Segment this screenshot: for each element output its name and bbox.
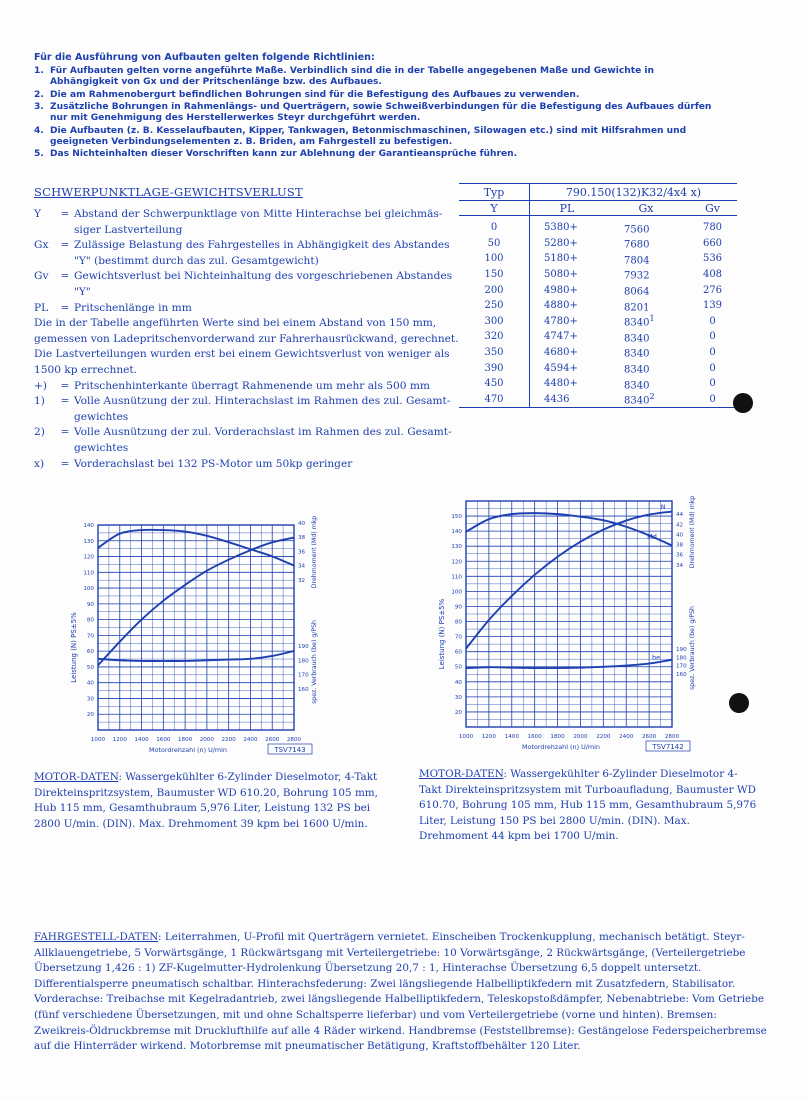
cell-y <box>459 329 530 345</box>
cell-gx <box>608 267 688 283</box>
cell-footnote: 1 <box>649 314 655 324</box>
definition-row <box>34 379 459 395</box>
cell-y <box>459 360 530 376</box>
definition-text: gewichtes <box>74 410 129 423</box>
x-tick-label: 1400 <box>134 737 149 743</box>
table-row <box>459 216 737 236</box>
left-tick-label: 130 <box>451 544 462 551</box>
cell-pl-value: 5280+ <box>544 237 578 249</box>
cell-gx <box>608 216 688 236</box>
cell-pl <box>530 360 609 376</box>
cell-gv <box>688 216 737 236</box>
curve-label-be: be <box>651 653 661 662</box>
definition-symbol: Gv <box>34 270 49 283</box>
curve-label-md: Md <box>647 532 657 541</box>
definition-row <box>34 425 459 441</box>
cell-pl-value: 4436 <box>544 393 570 405</box>
definition-equals: = <box>60 270 70 283</box>
cell-pl <box>530 251 609 267</box>
left-tick-label: 40 <box>86 680 94 687</box>
cell-gx <box>608 236 688 252</box>
cell-gx <box>608 282 688 298</box>
cell-pl-value: 4480+ <box>544 378 578 390</box>
table-row <box>459 376 737 392</box>
definition-text: "Y" (bestimmt durch das zul. Gesamtgewicht) <box>74 254 319 267</box>
table-body <box>459 216 737 408</box>
cell-gv <box>688 360 737 376</box>
chart-code: TSV7142 <box>652 743 684 751</box>
left-axis-label: Leistung (N) PS±5% <box>438 598 446 670</box>
left-tick-label: 50 <box>86 664 94 671</box>
rule-number: 2. <box>34 89 44 100</box>
cell-gv-value: 660 <box>702 237 723 249</box>
motor-data-colon: : <box>118 771 122 783</box>
definition-symbol <box>34 285 56 301</box>
motor-data-colon: : <box>503 768 507 780</box>
torque-axis-label: Drehmoment (Md) mkp <box>311 515 318 589</box>
torque-tick-label: 40 <box>676 532 684 539</box>
x-tick-label: 1800 <box>550 734 565 740</box>
cell-y-value: 0 <box>490 222 498 234</box>
section-title <box>34 185 303 199</box>
cell-gv-value: 139 <box>702 300 723 312</box>
cell-pl <box>530 267 609 283</box>
x-tick-label: 1200 <box>112 737 127 743</box>
curve-label-n: N <box>660 503 666 511</box>
definition-row <box>34 457 459 473</box>
cell-y-value: 250 <box>484 300 504 312</box>
definition-equals <box>56 285 74 301</box>
definition-equals: = <box>60 239 70 252</box>
type-table <box>459 183 737 408</box>
definition-symbol: 1) <box>34 395 45 408</box>
motor-data-label: MOTOR-DATEN <box>419 768 504 780</box>
cell-pl-value: 4980+ <box>544 284 578 296</box>
torque-tick-label: 34 <box>298 563 306 570</box>
cell-gx-value: 7560 <box>624 223 650 235</box>
left-tick-label: 30 <box>86 696 94 703</box>
table-row <box>459 345 737 361</box>
cell-pl <box>530 376 609 392</box>
x-tick-label: 2000 <box>199 737 215 743</box>
definition-text: siger Lastverteilung <box>74 223 183 236</box>
definition-row <box>34 285 459 301</box>
definition-row <box>34 269 459 285</box>
col-header-pl: PL <box>530 201 609 216</box>
left-tick-label: 150 <box>451 514 462 521</box>
cell-y <box>459 376 530 392</box>
x-tick-label: 2000 <box>573 734 588 740</box>
left-tick-label: 100 <box>83 586 94 593</box>
table-row <box>459 236 737 252</box>
x-axis-label: Motordrehzahl (n) U/min <box>149 746 227 754</box>
punch-hole <box>733 393 753 413</box>
cell-gx-value: 8340 <box>624 395 650 407</box>
definition-equals <box>56 223 74 239</box>
cell-gv <box>688 329 737 345</box>
definition-symbol <box>34 223 56 239</box>
definition-text: Zulässige Belastung des Fahrgestelles in Abhängigkeit des Abstandes <box>74 239 450 252</box>
torque-tick-label: 32 <box>298 577 306 584</box>
left-tick-label: 60 <box>454 649 462 656</box>
rule-item <box>34 90 724 101</box>
consumption-axis-label: spez. Verbrauch (be) g/PSh <box>311 620 318 704</box>
consumption-tick-label: 190 <box>676 647 687 654</box>
cell-gv <box>688 298 737 314</box>
cell-pl-value: 5380+ <box>544 222 578 234</box>
cell-gx <box>608 360 688 376</box>
cell-gx-value: 8340 <box>624 317 650 329</box>
motor-data-150ps <box>419 767 759 845</box>
consumption-axis-label: spez. Verbrauch (be) g/PSh <box>689 606 696 690</box>
cell-gv-value: 0 <box>709 362 716 374</box>
x-tick-label: 2200 <box>596 734 611 740</box>
cell-gv-value: 0 <box>709 378 716 390</box>
cell-pl <box>530 282 609 298</box>
x-tick-label: 1200 <box>481 734 497 740</box>
cell-gx-value: 8064 <box>624 286 650 298</box>
left-tick-label: 80 <box>86 617 94 624</box>
cell-y-value: 300 <box>484 315 504 327</box>
chassis-data <box>34 930 772 1055</box>
x-tick-label: 2800 <box>664 734 680 740</box>
cell-pl <box>530 216 609 236</box>
col-header-gv: Gv <box>688 201 737 216</box>
cell-y-value: 350 <box>484 347 504 359</box>
consumption-tick-label: 180 <box>676 655 687 662</box>
cell-y-value: 390 <box>484 362 504 374</box>
definition-row <box>34 207 459 223</box>
rule-number: 4. <box>34 125 44 136</box>
cell-gv-value: 0 <box>709 393 716 405</box>
typ-label: Typ <box>459 184 530 201</box>
left-tick-label: 20 <box>86 712 94 719</box>
left-tick-label: 30 <box>454 694 462 701</box>
cell-gv-value: 780 <box>702 222 723 234</box>
definition-equals: = <box>60 395 70 408</box>
cell-gv <box>688 314 737 330</box>
chassis-data-colon: : <box>158 931 162 943</box>
left-axis-label: Leistung (N) PS±5% <box>70 612 78 683</box>
definition-symbol <box>34 254 56 270</box>
cell-y <box>459 267 530 283</box>
definition-text: Volle Ausnützung der zul. Vorderachslast im Rahmen des zul. Gesamt- <box>74 426 452 439</box>
cell-pl <box>530 329 609 345</box>
cell-gv-value: 0 <box>709 315 716 327</box>
rules-title: Für die Ausführung von Aufbauten gelten folgende Richtlinien: <box>34 52 375 63</box>
cell-gx <box>608 298 688 314</box>
left-tick-label: 120 <box>451 559 462 566</box>
left-tick-label: 80 <box>454 619 462 626</box>
definition-symbol: Y <box>34 208 41 220</box>
table-row <box>459 314 737 330</box>
cell-gx <box>608 376 688 392</box>
x-tick-label: 2200 <box>221 737 236 743</box>
chart-code: TSV7143 <box>274 746 306 754</box>
engine-chart-132ps <box>60 512 350 757</box>
rule-text: Die am Rahmenobergurt befindlichen Bohrungen sind für die Befestigung des Aufbaues zu verwenden. <box>50 89 580 100</box>
definition-symbol <box>34 441 56 457</box>
left-tick-label: 90 <box>454 604 462 611</box>
cell-gx <box>608 345 688 361</box>
cell-y-value: 150 <box>484 269 504 281</box>
engine-chart-150ps <box>432 492 732 757</box>
rule-text: Für Aufbauten gelten vorne angeführte Maße. Verbindlich sind die in der Tabelle angegebenen Maße und Gewichte in Abhängigkeit von Gx und der Pritschenlänge bzw. des Aufbaues. <box>50 66 655 87</box>
definition-symbol: PL <box>34 301 49 314</box>
cell-y <box>459 216 530 236</box>
definition-row <box>34 238 459 254</box>
x-tick-label: 1600 <box>527 734 542 740</box>
cell-gv-value: 0 <box>709 331 716 343</box>
cell-pl-value: 4747+ <box>544 331 578 343</box>
rule-number: 3. <box>34 102 44 112</box>
consumption-tick-label: 170 <box>676 663 687 670</box>
table-row <box>459 251 737 267</box>
motor-data-label: MOTOR-DATEN <box>34 771 119 783</box>
left-tick-label: 70 <box>454 634 462 641</box>
cell-gv-value: 0 <box>709 347 716 359</box>
torque-tick-label: 36 <box>298 549 306 556</box>
rule-text: Zusätzliche Bohrungen in Rahmenlängs- und Querträgern, sowie Schweißverbindungen für die Befestigung des Aufbaues dürfen nur mit Genehmigung des Herstellerwerkes Steyr durchgeführt werden. <box>50 102 712 123</box>
paragraph-line: gemessen von Ladepritschenvorderwand zur Fahrerhausrückwand, gerechnet. <box>34 332 459 345</box>
definition-text: Gewichtsverlust bei Nichteinhaltung des vorgeschriebenen Abstandes <box>74 270 453 283</box>
cell-gv <box>688 236 737 252</box>
cell-gx-value: 8340 <box>624 364 650 376</box>
left-tick-label: 140 <box>451 529 462 536</box>
cell-pl-value: 4680+ <box>544 347 578 359</box>
cell-y-value: 200 <box>484 284 504 296</box>
torque-tick-label: 38 <box>676 542 684 549</box>
punch-hole <box>729 693 749 713</box>
cell-gv <box>688 282 737 298</box>
col-header-gx: Gx <box>608 201 688 216</box>
typ-value: 790.150(132)K32/4x4 x) <box>530 184 738 201</box>
cell-pl <box>530 314 609 330</box>
x-axis-label: Motordrehzahl (n) U/min <box>522 743 600 751</box>
motor-data-text: Wassergekühlter 6-Zylinder Dieselmotor 4-Takt Direkteinspritzsystem mit Turboaufladung, Baumuster WD 610.70, Bohrung 105 mm, Hub 115 mm, Gesamthubraum 5,976 Liter, Leistung 150 PS bei 2800 U/min. (DIN). Max. Drehmoment 44 kpm bei 1700 U/min. <box>419 768 757 843</box>
rule-item <box>34 149 724 160</box>
paragraph-line: 1500 kp errechnet. <box>34 363 138 376</box>
definition-equals <box>56 254 74 270</box>
definition-text: Vorderachslast bei 132 PS-Motor um 50kp geringer <box>74 457 353 470</box>
table-row <box>459 282 737 298</box>
cell-pl-value: 5180+ <box>544 253 578 265</box>
consumption-tick-label: 190 <box>298 644 309 650</box>
paragraph-line: Die Lastverteilungen wurden erst bei einem Gewichtsverlust von weniger als <box>34 348 450 361</box>
cell-pl-value: 4594+ <box>544 362 578 374</box>
cell-y <box>459 298 530 314</box>
torque-tick-label: 42 <box>676 522 684 529</box>
definition-equals <box>56 410 74 426</box>
torque-tick-label: 38 <box>298 535 306 542</box>
table-row <box>459 298 737 314</box>
cell-footnote: 2 <box>649 392 655 402</box>
cell-y <box>459 251 530 267</box>
x-tick-label: 1000 <box>458 734 474 740</box>
cell-y-value: 470 <box>484 393 504 405</box>
definition-symbol: 2) <box>34 426 45 439</box>
x-tick-label: 1600 <box>156 737 171 743</box>
cell-gx-value: 8340 <box>624 379 650 391</box>
cell-gx <box>608 251 688 267</box>
left-tick-label: 20 <box>454 709 462 716</box>
definition-symbol: x) <box>34 457 45 470</box>
cell-y-value: 50 <box>487 237 501 249</box>
definition-row <box>34 441 459 457</box>
definition-text: Abstand der Schwerpunktlage von Mitte Hinterachse bei gleichmäs- <box>74 208 443 220</box>
cell-y <box>459 236 530 252</box>
cell-gx-value: 7680 <box>624 239 650 251</box>
consumption-tick-label: 170 <box>298 672 309 679</box>
left-tick-label: 90 <box>86 601 94 608</box>
definition-row <box>34 254 459 270</box>
cell-gx <box>608 329 688 345</box>
cell-gv <box>688 251 737 267</box>
cell-pl <box>530 345 609 361</box>
left-tick-label: 120 <box>83 554 94 561</box>
cell-gv <box>688 376 737 392</box>
left-tick-label: 40 <box>454 679 462 686</box>
cell-gx-value: 7932 <box>624 270 650 282</box>
definition-text: "Y" <box>74 285 91 298</box>
cell-pl <box>530 298 609 314</box>
cell-gv <box>688 267 737 283</box>
paragraph-line: Die in der Tabelle angeführten Werte sind bei einem Abstand von 150 mm, <box>34 317 437 330</box>
definition-text: Volle Ausnützung der zul. Hinterachslast im Rahmen des zul. Gesamt- <box>74 395 451 408</box>
cell-pl-value: 4880+ <box>544 300 578 312</box>
rule-item <box>34 126 724 148</box>
definition-text: gewichtes <box>74 441 129 454</box>
cell-gv-value: 536 <box>702 253 723 265</box>
definition-symbol: +) <box>34 379 48 392</box>
left-tick-label: 50 <box>454 664 462 671</box>
table-row <box>459 392 737 408</box>
cell-gx <box>608 392 688 408</box>
section-title-text: SCHWERPUNKTLAGE-GEWICHTSVERLUST <box>34 185 303 199</box>
definition-symbol: Gx <box>34 239 49 252</box>
torque-tick-label: 44 <box>676 512 684 519</box>
rule-number: 1. <box>34 66 44 76</box>
cell-y-value: 320 <box>484 331 504 343</box>
rules-list <box>34 66 724 162</box>
definition-equals: = <box>60 379 70 392</box>
cell-y-value: 100 <box>484 253 504 265</box>
motor-data-132ps <box>34 770 379 832</box>
x-tick-label: 1800 <box>177 737 193 743</box>
definition-row <box>34 301 459 317</box>
definition-equals <box>56 441 74 457</box>
table-row <box>459 360 737 376</box>
x-tick-label: 1000 <box>90 737 106 743</box>
left-tick-label: 60 <box>86 649 94 656</box>
cell-y <box>459 282 530 298</box>
definition-text: Pritschenhinterkante überragt Rahmenende um mehr als 500 mm <box>74 379 430 392</box>
consumption-tick-label: 160 <box>676 671 687 678</box>
definition-row <box>34 410 459 426</box>
cell-gv <box>688 392 737 408</box>
definition-equals: = <box>60 208 70 220</box>
chassis-data-label: FAHRGESTELL-DATEN <box>34 931 159 943</box>
left-tick-label: 110 <box>451 574 462 581</box>
cell-gx-value: 7804 <box>624 255 650 267</box>
rule-text: Das Nichteinhalten dieser Vorschriften kann zur Ablehnung der Garantieansprüche führen. <box>50 149 518 159</box>
x-tick-label: 2400 <box>243 737 258 743</box>
cell-y-value: 450 <box>484 378 504 390</box>
cell-gx-value: 8201 <box>624 301 650 313</box>
left-tick-label: 70 <box>86 633 94 640</box>
left-tick-label: 100 <box>451 589 462 596</box>
rule-item <box>34 102 724 124</box>
cell-y <box>459 392 530 408</box>
torque-tick-label: 36 <box>676 552 684 559</box>
consumption-tick-label: 180 <box>298 658 309 665</box>
definition-symbol <box>34 410 56 426</box>
x-tick-label: 2600 <box>641 734 657 740</box>
definition-row <box>34 394 459 410</box>
cell-pl-value: 5080+ <box>544 269 578 281</box>
rule-text: Die Aufbauten (z. B. Kesselaufbauten, Kipper, Tankwagen, Betonmischmaschinen, Silowagen etc.) sind mit Hilfsrahmen und geeigneten Verbindungselementen z. B. Briden, am Fahrgestell zu befestigen. <box>50 125 687 147</box>
definition-equals: = <box>60 457 70 470</box>
cell-pl <box>530 392 609 408</box>
cell-gx-value: 8340 <box>624 348 650 360</box>
left-tick-label: 130 <box>83 538 94 545</box>
col-header-y: Y <box>459 201 530 216</box>
cell-pl-value: 4780+ <box>544 315 578 327</box>
definition-row <box>34 223 459 239</box>
torque-tick-label: 34 <box>676 562 684 569</box>
torque-tick-label: 40 <box>298 521 306 527</box>
x-tick-label: 2400 <box>619 734 634 740</box>
x-tick-label: 1400 <box>504 734 519 740</box>
table-row <box>459 329 737 345</box>
x-tick-label: 2600 <box>265 737 280 743</box>
definition-equals: = <box>60 301 70 314</box>
left-tick-label: 110 <box>83 570 94 577</box>
cell-gv <box>688 345 737 361</box>
definitions-block <box>34 207 459 472</box>
left-tick-label: 140 <box>83 523 94 529</box>
motor-data-text: Wassergekühlter 6-Zylinder Dieselmotor, 4-Takt Direkteinspritzsystem, Baumuster WD 610.20, Bohrung 105 mm, Hub 115 mm, Gesamthubraum 5,976 Liter, Leistung 132 PS bei 2800 U/min. (DIN). Max. Drehmoment 39 kpm bei 1600 U/min. <box>34 771 378 830</box>
cell-pl <box>530 236 609 252</box>
consumption-tick-label: 160 <box>298 686 309 693</box>
cell-gx-value: 8340 <box>624 333 650 345</box>
x-tick-label: 2800 <box>286 737 302 743</box>
chassis-data-text: Leiterrahmen, U-Profil mit Querträgern vernietet. Einscheiben Trockenkupplung, mechanisch betätigt. Steyr-Allklauengetriebe, 5 Vorwärtsgänge, 1 Rückwärtsgang mit Verteilergetriebe: 10 Vorwärtsgänge, 2 Rückwärtsgänge, (Verteilergetriebe Übersetzung 1,426 : 1) ZF-Kugelmutter-Hydrolenkung Übersetzung 20,7 : 1, Hinterachse Übersetzung 6,5 doppelt untersetzt. Differentialsperre pneumatisch schaltbar. Hinterachsfederung: Zwei längsliegende Halbelliptikfedern mit Zusatzfedern, Stabilisator. Vorderachse: Treibachse mit Kegelradantrieb, zwei längsliegende Halbelliptikfedern, Teleskopstoßdämpfer, Nebenabtriebe: Vom Getriebe (fünf verschiedene Übersetzungen, mit und ohne Schaltsperre lieferbar) und vom Verteilergetriebe (vorne und hinten). Bremsen: Zweikreis-Öldruckbremse mit Drucklufthilfe auf alle 4 Räder wirkend. Handbremse (Feststellbremse): Gestängelose Federspeicherbremse auf die Hinterräder wirkend. Motorbremse mit pneumatischer Betätigung, Kraftstoffbehälter 120 Liter. <box>34 931 767 1053</box>
rule-item <box>34 66 724 88</box>
torque-axis-label: Drehmoment (Md) mkp <box>689 495 696 569</box>
definition-equals: = <box>60 426 70 439</box>
rule-number: 5. <box>34 149 44 159</box>
cell-gv-value: 276 <box>702 284 723 296</box>
table-row <box>459 267 737 283</box>
cell-gv-value: 408 <box>702 269 723 281</box>
cell-y <box>459 345 530 361</box>
cell-gx <box>608 314 688 330</box>
cell-y <box>459 314 530 330</box>
definition-text: Pritschenlänge in mm <box>74 301 192 314</box>
